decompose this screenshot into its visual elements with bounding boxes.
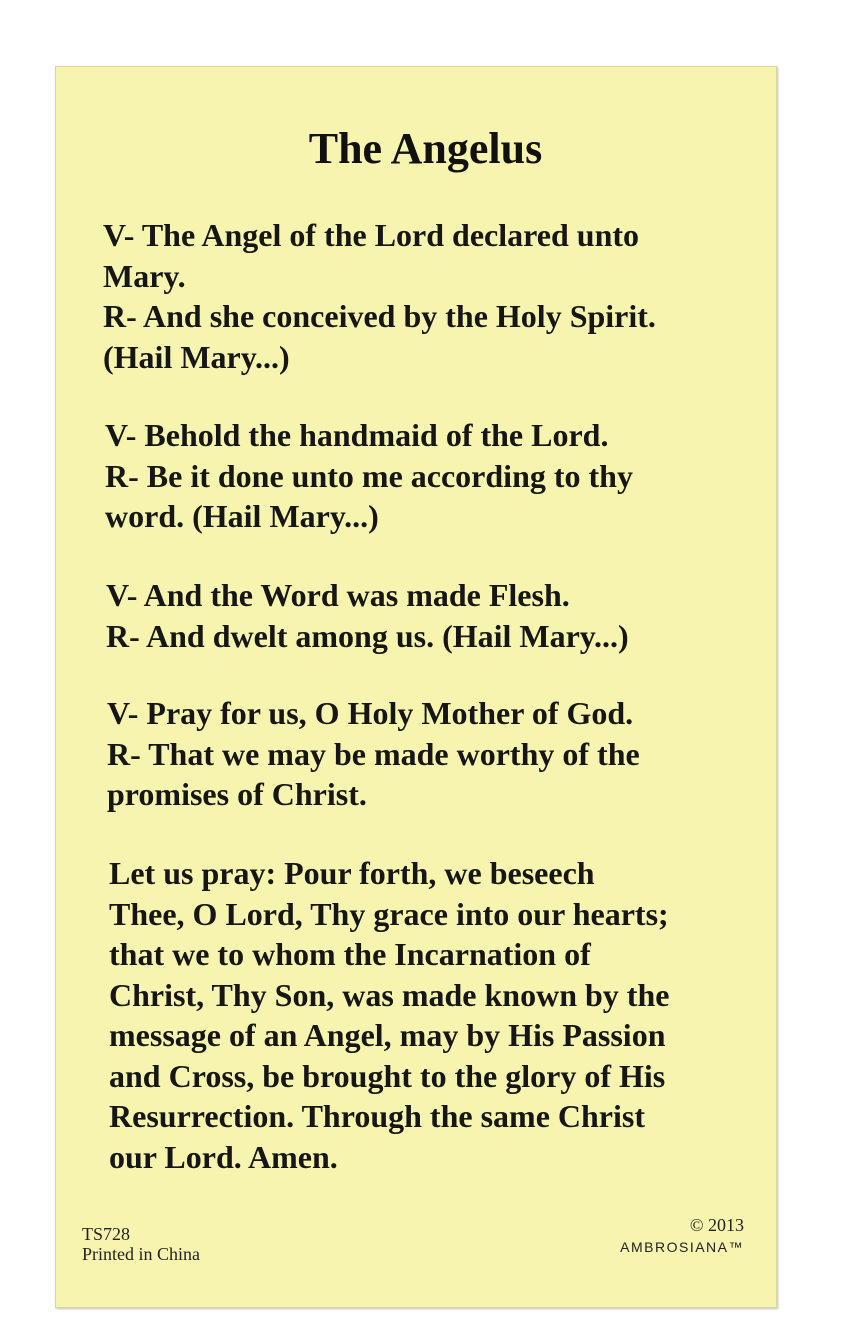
stanza-line: promises of Christ.	[107, 776, 367, 812]
stanza-angel	[103, 215, 656, 377]
card-title: The Angelus	[308, 124, 543, 173]
stanza-line: V- Pray for us, O Holy Mother of God.	[107, 695, 634, 731]
stanza-line: R- And she conceived by the Holy Spirit.	[103, 298, 656, 334]
publisher-brand: AMBROSIANA™	[620, 1239, 744, 1255]
stanza-line: V- And the Word was made Flesh.	[106, 577, 570, 613]
stanza-line: Mary.	[103, 257, 186, 294]
stanza-line: Thee, O Lord, Thy grace into our hearts;	[109, 895, 669, 932]
stanza-line: message of an Angel, may by His Passion	[109, 1017, 666, 1053]
stanza-line: Resurrection. Through the same Christ	[109, 1098, 645, 1134]
stanza-let-us-pray	[109, 853, 669, 1177]
copyright-notice: © 2013	[689, 1215, 744, 1235]
stanza-word	[106, 575, 629, 656]
stanza-handmaid	[105, 415, 633, 537]
stanza-line: R- Be it done unto me according to thy	[105, 457, 633, 494]
product-code: TS728	[82, 1224, 131, 1244]
stanza-line: word. (Hail Mary...)	[105, 498, 379, 534]
stanza-line: (Hail Mary...)	[103, 338, 290, 375]
product-info	[82, 1224, 200, 1264]
stanza-line: Let us pray: Pour forth, we beseech	[109, 855, 595, 891]
stanza-line: V- The Angel of the Lord declared unto	[103, 217, 640, 253]
printed-in: Printed in China	[82, 1244, 200, 1264]
stanza-line: that we to whom the Incarnation of	[109, 936, 591, 972]
stanza-line: R- And dwelt among us. (Hail Mary...)	[106, 617, 629, 654]
stanza-pray-for-us	[107, 693, 640, 815]
stanza-line: and Cross, be brought to the glory of His	[109, 1057, 666, 1094]
stanza-line: R- That we may be made worthy of the	[107, 735, 640, 772]
stanza-line: Christ, Thy Son, was made known by the	[109, 976, 670, 1013]
stanza-line: our Lord. Amen.	[109, 1138, 338, 1175]
stanza-line: V- Behold the handmaid of the Lord.	[105, 417, 609, 453]
publisher-info	[620, 1214, 744, 1258]
